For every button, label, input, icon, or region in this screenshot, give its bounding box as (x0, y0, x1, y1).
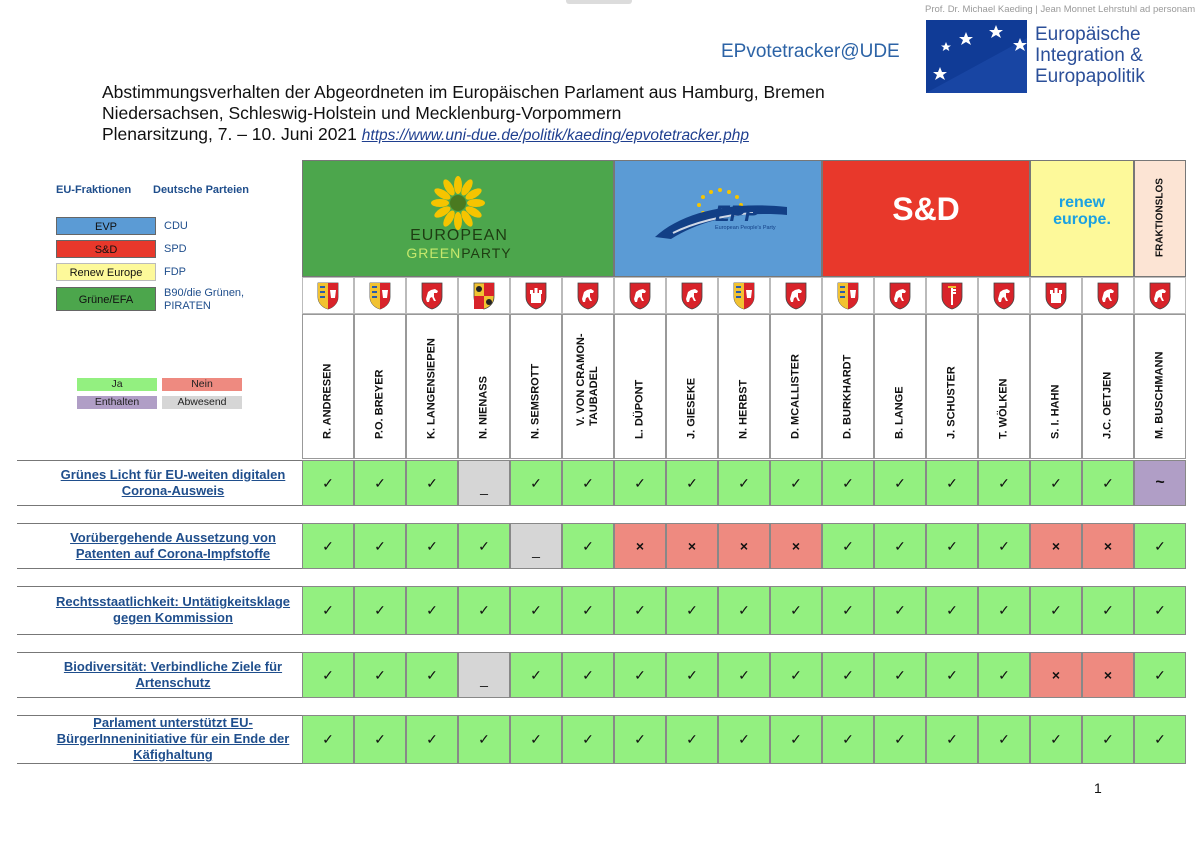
vote-cell-ja: ✓ (406, 586, 458, 635)
member-name-cell (978, 314, 1030, 459)
title-line-2: Niedersachsen, Schleswig-Holstein und Mecklenburg-Vorpommern (102, 103, 622, 123)
schleswig-holstein-crest-icon (837, 282, 859, 310)
vote-cell-enthalten: ~ (1134, 460, 1186, 506)
window-grabber (566, 0, 632, 4)
page-number: 1 (1094, 780, 1102, 796)
member-emblem-cell (458, 277, 510, 314)
vote-cell-abwesend: _ (510, 523, 562, 569)
niedersachsen-crest-icon (681, 282, 703, 310)
member-emblem-cell (1134, 277, 1186, 314)
hamburg-crest-icon (1045, 282, 1067, 310)
vote-cell-ja: ✓ (666, 715, 718, 764)
vote-cell-nein: × (1082, 652, 1134, 698)
member-name: R. ANDRESEN (321, 363, 334, 439)
vote-cell-ja: ✓ (562, 586, 614, 635)
vote-cell-ja: ✓ (978, 586, 1030, 635)
vote-cell-ja: ✓ (562, 652, 614, 698)
group-sd (822, 160, 1030, 277)
member-emblem-cell (614, 277, 666, 314)
vote-cell-ja: ✓ (1134, 586, 1186, 635)
member-name-cell (1134, 314, 1186, 459)
vote-cell-abwesend: _ (458, 460, 510, 506)
legend-fraktion-greens: Grüne/EFA (56, 287, 156, 311)
niedersachsen-crest-icon (421, 282, 443, 310)
vote-cell-ja: ✓ (926, 715, 978, 764)
sd-wordmark: S&D (892, 191, 960, 227)
vote-cell-ja: ✓ (770, 652, 822, 698)
vote-title[interactable]: Rechtsstaatlichkeit: Untätigkeitsklage gegen Kommission (55, 594, 291, 625)
legend-vote-enthalten: Enthalten (77, 396, 157, 409)
vote-cell-nein: × (614, 523, 666, 569)
member-name: D. MCALLISTER (789, 354, 802, 439)
vote-cell-ja: ✓ (770, 586, 822, 635)
member-name: J.C. OETJEN (1101, 371, 1114, 439)
member-emblem-cell (822, 277, 874, 314)
vote-cell-ja: ✓ (978, 652, 1030, 698)
member-name: S. I. HAHN (1049, 384, 1062, 439)
vote-cell-ja: ✓ (354, 460, 406, 506)
renew-word-1: renew (1058, 194, 1106, 211)
vote-cell-ja: ✓ (718, 652, 770, 698)
vote-cell-ja: ✓ (354, 652, 406, 698)
vote-cell-ja: ✓ (926, 523, 978, 569)
vote-cell-ja: ✓ (978, 523, 1030, 569)
vote-cell-nein: × (1030, 652, 1082, 698)
vote-cell-ja: ✓ (302, 586, 354, 635)
vote-cell-ja: ✓ (1082, 715, 1134, 764)
vote-cell-ja: ✓ (874, 715, 926, 764)
vote-cell-ja: ✓ (354, 586, 406, 635)
member-emblem-cell (874, 277, 926, 314)
member-name-cell (1030, 314, 1082, 459)
vote-cell-nein: × (1030, 523, 1082, 569)
member-name: J. SCHUSTER (945, 366, 958, 439)
vote-cell-ja: ✓ (302, 652, 354, 698)
hamburg-crest-icon (525, 282, 547, 310)
member-emblem-cell (354, 277, 406, 314)
vote-cell-ja: ✓ (926, 586, 978, 635)
member-emblem-cell (666, 277, 718, 314)
vote-cell-ja: ✓ (978, 715, 1030, 764)
vote-cell-ja: ✓ (718, 460, 770, 506)
greens-word-party: PARTY (461, 245, 512, 261)
niedersachsen-crest-icon (889, 282, 911, 310)
legend-heading-fraktionen: EU-Fraktionen (56, 184, 132, 196)
institute-name (1035, 24, 1145, 87)
vote-title[interactable]: Vorübergehende Aussetzung von Patenten auf Corona-Impfstoffe (70, 529, 276, 561)
vote-cell-ja: ✓ (406, 715, 458, 764)
vote-cell-ja: ✓ (666, 460, 718, 506)
legend-partei-fdp: FDP (164, 266, 186, 278)
member-name-cell (354, 314, 406, 459)
title-line-3 (102, 124, 825, 146)
legend-partei-gruene: B90/die Grünen, PIRATEN (164, 287, 245, 312)
vote-cell-ja: ✓ (406, 460, 458, 506)
member-emblem-cell (510, 277, 562, 314)
member-emblem-cell (562, 277, 614, 314)
schleswig-holstein-crest-icon (317, 282, 339, 310)
niedersachsen-crest-icon (629, 282, 651, 310)
greens-wordmark-2 (303, 245, 615, 261)
vote-title[interactable]: Grünes Licht für EU-weiten digitalen Corona-Ausweis (60, 466, 286, 498)
vote-cell-ja: ✓ (1082, 586, 1134, 635)
vote-cell-ja: ✓ (1030, 586, 1082, 635)
vote-cell-ja: ✓ (562, 715, 614, 764)
eu-stars-logo (926, 20, 1027, 93)
legend-fraktion-evp: EVP (56, 217, 156, 235)
vote-cell-ja: ✓ (510, 586, 562, 635)
vote-cell-ja: ✓ (614, 460, 666, 506)
vote-cell-ja: ✓ (458, 523, 510, 569)
legend-fraktion-sd: S&D (56, 240, 156, 258)
member-name-cell (1082, 314, 1134, 459)
niedersachsen-crest-icon (993, 282, 1015, 310)
vote-cell-abwesend: _ (458, 652, 510, 698)
schleswig-holstein-crest-icon (369, 282, 391, 310)
legend-partei-spd: SPD (164, 243, 187, 255)
vote-cell-ja: ✓ (770, 460, 822, 506)
member-name: N. SEMSROTT (529, 363, 542, 439)
member-emblem-cell (718, 277, 770, 314)
vote-cell-ja: ✓ (978, 460, 1030, 506)
vote-cell-ja: ✓ (614, 652, 666, 698)
member-name-cell (302, 314, 354, 459)
legend-fraktion-renew: Renew Europe (56, 263, 156, 281)
renew-wordmark (1031, 194, 1133, 228)
vote-cell-ja: ✓ (874, 586, 926, 635)
session-date: Plenarsitzung, 7. – 10. Juni 2021 (102, 124, 357, 144)
vote-cell-ja: ✓ (874, 652, 926, 698)
vote-cell-ja: ✓ (874, 523, 926, 569)
member-name: T. WÖLKEN (997, 378, 1010, 439)
greens-wordmark-1: EUROPEAN (410, 227, 508, 244)
vote-cell-ja: ✓ (302, 460, 354, 506)
member-name-cell (562, 314, 614, 459)
schleswig-holstein-crest-icon (733, 282, 755, 310)
legend-vote-abwesend: Abwesend (162, 396, 242, 409)
vote-cell-nein: × (770, 523, 822, 569)
member-name: L. DÜPONT (633, 379, 646, 439)
vote-title[interactable]: Parlament unterstützt EU-BürgerInneninitiative für ein Ende der Käfighaltung (56, 715, 290, 762)
vote-cell-ja: ✓ (718, 715, 770, 764)
member-emblem-cell (1082, 277, 1134, 314)
legend-vote-ja: Ja (77, 378, 157, 391)
member-name-cell (406, 314, 458, 459)
tracker-link[interactable]: https://www.uni-due.de/politik/kaeding/epvotetracker.php (361, 127, 749, 144)
vote-title[interactable]: Biodiversität: Verbindliche Ziele für Artenschutz (63, 658, 283, 690)
vote-cell-ja: ✓ (562, 523, 614, 569)
bremen-crest-icon (941, 282, 963, 310)
niedersachsen-crest-icon (1097, 282, 1119, 310)
member-emblem-cell (926, 277, 978, 314)
vote-cell-nein: × (1082, 523, 1134, 569)
vote-cell-ja: ✓ (614, 715, 666, 764)
vote-cell-nein: × (718, 523, 770, 569)
vote-cell-ja: ✓ (926, 652, 978, 698)
group-greens (302, 160, 614, 277)
epp-wordmark: EPP (715, 201, 760, 226)
title-line-1: Abstimmungsverhalten der Abgeordneten im Europäischen Parlament aus Hamburg, Bremen (102, 82, 825, 102)
member-name-cell (666, 314, 718, 459)
vote-cell-ja: ✓ (406, 652, 458, 698)
vote-cell-ja: ✓ (822, 586, 874, 635)
mecklenburg-vorpommern-crest-icon (473, 282, 495, 310)
member-emblem-cell (770, 277, 822, 314)
vote-cell-ja: ✓ (510, 715, 562, 764)
group-epp (614, 160, 822, 277)
member-name: N. HERBST (737, 379, 750, 439)
vote-cell-ja: ✓ (822, 715, 874, 764)
vote-cell-ja: ✓ (770, 715, 822, 764)
member-name: P.O. BREYER (373, 369, 386, 439)
renew-word-2: europe. (1053, 211, 1111, 228)
vote-cell-ja: ✓ (614, 586, 666, 635)
member-name: K. LANGENSIEPEN (425, 338, 438, 439)
vote-cell-ja: ✓ (510, 460, 562, 506)
vote-cell-ja: ✓ (666, 586, 718, 635)
member-emblem-cell (406, 277, 458, 314)
member-name: V. VON CRAMON- TAUBADEL (575, 333, 600, 426)
page-title (102, 82, 825, 146)
member-emblem-cell (1030, 277, 1082, 314)
member-emblem-cell (978, 277, 1030, 314)
vote-cell-ja: ✓ (926, 460, 978, 506)
vote-cell-ja: ✓ (458, 586, 510, 635)
member-name: N. NIENASS (477, 376, 490, 439)
member-name-cell (718, 314, 770, 459)
legend-partei-cdu: CDU (164, 220, 188, 232)
vote-cell-ja: ✓ (406, 523, 458, 569)
sunflower-icon (428, 175, 488, 235)
group-fraktionslos (1134, 160, 1186, 277)
vote-cell-ja: ✓ (1030, 460, 1082, 506)
vote-cell-ja: ✓ (1134, 523, 1186, 569)
vote-cell-ja: ✓ (822, 460, 874, 506)
epp-subline: European People's Party (715, 225, 776, 231)
fraktionslos-label: FRAKTIONSLOS (1154, 178, 1166, 257)
vote-cell-ja: ✓ (1134, 652, 1186, 698)
vote-cell-ja: ✓ (1030, 715, 1082, 764)
chair-caption: Prof. Dr. Michael Kaeding | Jean Monnet Lehrstuhl ad personam (925, 4, 1196, 15)
vote-cell-ja: ✓ (822, 523, 874, 569)
niedersachsen-crest-icon (577, 282, 599, 310)
vote-cell-ja: ✓ (822, 652, 874, 698)
vote-cell-ja: ✓ (874, 460, 926, 506)
member-name-cell (822, 314, 874, 459)
niedersachsen-crest-icon (1149, 282, 1171, 310)
vote-cell-ja: ✓ (1134, 715, 1186, 764)
member-name-cell (458, 314, 510, 459)
legend-heading-parteien: Deutsche Parteien (153, 184, 249, 196)
legend-vote-nein: Nein (162, 378, 242, 391)
institute-line: Europäische (1035, 24, 1141, 45)
vote-cell-ja: ✓ (510, 652, 562, 698)
niedersachsen-crest-icon (785, 282, 807, 310)
member-name-cell (614, 314, 666, 459)
member-name: J. GIESEKE (685, 377, 698, 439)
member-name: D. BURKHARDT (841, 354, 854, 439)
vote-cell-ja: ✓ (354, 715, 406, 764)
vote-cell-ja: ✓ (458, 715, 510, 764)
institute-line: Integration & (1035, 45, 1143, 66)
member-emblem-cell (302, 277, 354, 314)
vote-cell-ja: ✓ (666, 652, 718, 698)
vote-cell-nein: × (666, 523, 718, 569)
tracker-label: EPvotetracker@UDE (721, 41, 900, 62)
member-name: M. BUSCHMANN (1153, 351, 1166, 439)
vote-cell-ja: ✓ (1082, 460, 1134, 506)
member-name-cell (510, 314, 562, 459)
institute-line: Europapolitik (1035, 66, 1145, 87)
member-name-cell (926, 314, 978, 459)
member-name: B. LANGE (893, 386, 906, 439)
vote-cell-ja: ✓ (354, 523, 406, 569)
greens-word-green: GREEN (406, 245, 462, 261)
vote-cell-ja: ✓ (718, 586, 770, 635)
vote-cell-ja: ✓ (562, 460, 614, 506)
vote-cell-ja: ✓ (302, 715, 354, 764)
vote-cell-ja: ✓ (302, 523, 354, 569)
member-name-cell (770, 314, 822, 459)
member-name-cell (874, 314, 926, 459)
group-renew (1030, 160, 1134, 277)
